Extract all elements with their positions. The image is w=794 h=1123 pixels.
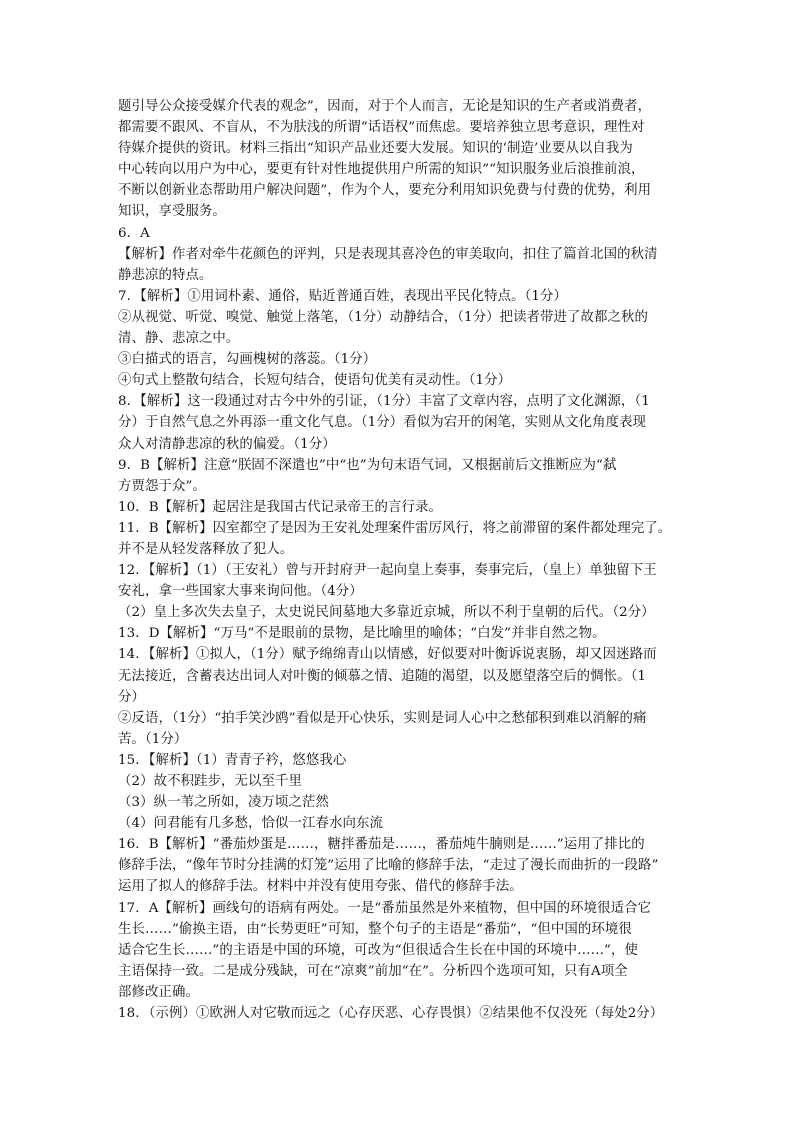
text-line: ②从视觉、听觉、嗅觉、触觉上落笔，（1分）动静结合，（1分）把读者带进了故都之秋的 bbox=[118, 309, 648, 325]
text-line: 分）于自然气息之外再添一重文化气息。（1分）看似为宕开的闲笔，实则从文化角度表现 bbox=[118, 415, 647, 431]
text-line: 部修改正确。 bbox=[118, 984, 199, 1000]
text-line: 6．A bbox=[118, 225, 150, 241]
text-line: 并不是从轻发落释放了犯人。 bbox=[118, 541, 294, 557]
text-line: 9．B【解析】注意“朕固不深遣也”中“也”为句末语气词，又根据前后文推断应为“弑 bbox=[118, 457, 617, 473]
text-line: 17．A【解析】画线句的语病有两处。一是“番茄虽然是外来植物，但中国的环境很适合它 bbox=[118, 900, 652, 916]
text-line: 10．B【解析】起居注是我国古代记录帝王的言行录。 bbox=[118, 499, 442, 515]
text-line: 7．【解析】①用词朴素、通俗，贴近普通百姓，表现出平民化特点。（1分） bbox=[118, 288, 568, 304]
text-line: （3）纵一苇之所如，凌万顷之茫然 bbox=[118, 795, 329, 811]
text-line: 适合它生长……”的主语是中国的环境，可改为“但很适合生长在中国的环境中……”，使 bbox=[118, 942, 638, 958]
text-line: ③白描式的语言，勾画槐树的落蕊。（1分） bbox=[118, 352, 377, 368]
text-line: ②反语，（1分）“拍手笑沙鸥”看似是开心快乐，实则是词人心中之愁郁积到难以消解的痛 bbox=[118, 710, 647, 726]
text-line: 18．（示例）①欧洲人对它敬而远之（心存厌恶、心存畏惧）②结果他不仅没死（每处2分） bbox=[118, 1006, 664, 1022]
text-line: 题引导公众接受媒介代表的观念”，因而，对于个人而言，无论是知识的生产者或消费者， bbox=[118, 99, 652, 114]
text-line: 【解析】作者对牵牛花颜色的评判，只是表现其喜冷色的审美取向，扣住了篇首北国的秋清 bbox=[118, 246, 658, 262]
text-line: 修辞手法，“像年节时分挂满的灯笼”运用了比喻的修辞手法，“走过了漫长而曲折的一段路” bbox=[118, 858, 659, 874]
text-line: 16．B【解析】“番茄炒蛋是……，糖拌番茄是……，番茄炖牛腩则是……”运用了排比的 bbox=[118, 837, 645, 853]
text-line: （2）故不积跬步，无以至千里 bbox=[118, 774, 302, 789]
text-line: ④句式上整散句结合，长短句结合，使语句优美有灵动性。（1分） bbox=[118, 373, 512, 389]
text-line: 清、静、悲凉之中。 bbox=[118, 331, 240, 347]
text-line: 11．B【解析】囚室都空了是因为王安礼处理案件雷厉风行，将之前滞留的案件都处理完了。 bbox=[118, 520, 672, 536]
text-line: 不断以创新业态帮助用户解决问题”，作为个人，要充分利用知识免费与付费的优势，利用 bbox=[118, 183, 652, 199]
text-line: 待媒介提供的资讯。材料三指出“知识产品业还要大发展。知识的‘制造’业要从以自我为 bbox=[118, 141, 633, 157]
text-line: 13．D【解析】“万马”不是眼前的景物，是比喻里的喻体；“白发”并非自然之物。 bbox=[118, 626, 606, 642]
text-line: 主语保持一致。二是成分残缺，可在“凉爽”前加“在”。分析四个选项可知，只有A项全 bbox=[118, 963, 628, 979]
text-line: 分） bbox=[118, 689, 145, 705]
answer-text-body bbox=[118, 96, 676, 1024]
text-line: 生长……”偷换主语，由“长势更旺”可知，整个句子的主语是“番茄”，“但中国的环境很 bbox=[118, 921, 632, 937]
text-line: （2）皇上多次失去皇子，太史说民间墓地大多靠近京城，所以不利于皇朝的后代。（2分） bbox=[118, 605, 655, 621]
text-line: 静悲凉的特点。 bbox=[118, 267, 213, 283]
text-line: 中心转向以用户为中心，要更有针对性地提供用户所需的知识”“知识服务业后浪推前浪， bbox=[118, 162, 645, 178]
text-line: 安礼，拿一些国家大事来询问他。（4分） bbox=[118, 584, 363, 600]
text-line: 都需要不跟风、不盲从，不为肤浅的所谓“话语权”而焦虑。要培养独立思考意识，理性对 bbox=[118, 120, 645, 136]
text-line: 运用了拟人的修辞手法。材料中并没有使用夸张、借代的修辞手法。 bbox=[118, 879, 523, 895]
text-line: 15．【解析】（1）青青子衿，悠悠我心 bbox=[118, 752, 347, 768]
text-line: 众人对清静悲凉的秋的偏爱。（1分） bbox=[118, 436, 336, 452]
text-line: 无法接近，含蓄表达出词人对叶衡的倾慕之情、追随的渴望，以及愿望落空后的惆怅。（1 bbox=[118, 668, 647, 684]
text-line: （4）问君能有几多愁，恰似一江春水向东流 bbox=[118, 816, 383, 832]
text-line: 14．【解析】①拟人，（1分）赋予绵绵青山以情感，好似要对叶衡诉说衷肠，却又因迷路而 bbox=[118, 647, 657, 663]
text-line: 苦。（1分） bbox=[118, 731, 188, 747]
text-line: 知识，享受服务。 bbox=[118, 204, 226, 220]
text-line: 8．【解析】这一段通过对古今中外的引证，（1分）丰富了文章内容，点明了文化渊源，（1 bbox=[118, 394, 650, 410]
text-line: 方贾怨于众”。 bbox=[118, 478, 206, 494]
text-line: 12．【解析】（1）（王安礼）曾与开封府尹一起向皇上奏事，奏事完后，（皇上）单独留下王 bbox=[118, 563, 657, 579]
